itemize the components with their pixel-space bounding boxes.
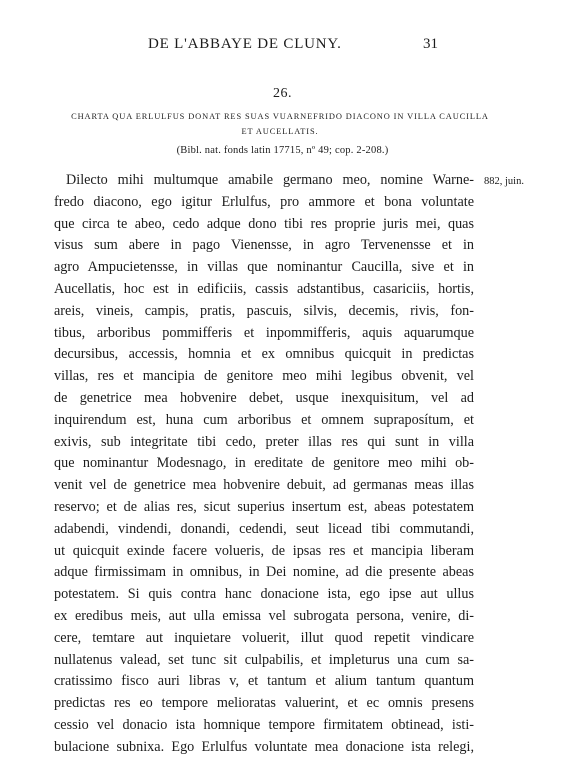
text-line: potestatem. Si quis contra hanc donacione ista, ego ipse aut ullus xyxy=(54,586,474,603)
running-title: DE L'ABBAYE DE CLUNY. xyxy=(148,36,342,52)
text-line: decursibus, accessis, homnia et ex omnibus quicquit in predictas xyxy=(54,346,474,363)
text-line: cere, temtare aut inquietare voluerit, illut quod repetit vindicare xyxy=(54,629,474,646)
page-number: 31 xyxy=(423,36,438,52)
text-line: fredo diacono, ego igitur Erlulfus, pro ammore et bona voluntate xyxy=(54,193,474,210)
text-line: agro Ampucietensse, in villas que nominantur Caucilla, sive et in xyxy=(54,259,474,276)
text-line: villas, res et mancipia de genitore meo mihi legibus obvenit, vel xyxy=(54,368,474,385)
text-line: areis, vineis, campis, pratis, pascuis, silvis, decemis, rivis, fon- xyxy=(54,302,474,319)
text-line: predictas res eo tempore melioratas valuerint, et ec omnis presens xyxy=(54,695,474,712)
source-citation: (Bibl. nat. fonds latin 17715, nº 49; cop. 2-208.) xyxy=(176,145,389,156)
text-line: Dilecto mihi multumque amabile germano meo, nomine Warne- xyxy=(66,172,474,188)
text-line: Aucellatis, hoc est in edificiis, cassis adstantibus, casariciis, hortis, xyxy=(54,280,474,297)
charter-title-line: ET AUCELLATIS. xyxy=(241,127,319,136)
text-line: bulacione subnixa. Ego Erlulfus voluntate mea donacione ista relegi, xyxy=(54,738,474,755)
text-line: exivis, sub integritate tibi cedo, preter illas res qui sunt in villa xyxy=(54,433,474,450)
running-head xyxy=(0,36,565,56)
charter-number: 26. xyxy=(273,86,292,101)
text-line: adque firmissimam in omnibus, in Dei nomine, ad die presente abeas xyxy=(54,564,474,581)
text-line: cessio vel donacio ista homnique tempore firmitatem obtinead, isti- xyxy=(54,716,474,733)
text-line: venit vel de genetrice mea hobvenire debuit, ad germanas meas illas xyxy=(54,477,474,494)
text-line: visus sum abere in pago Vienensse, in agro Tervenensse et in xyxy=(54,237,474,254)
margin-date: 882, juin. xyxy=(484,176,524,187)
text-line: ex eredibus meis, aut ulla emissa vel subrogata persona, venire, di- xyxy=(54,607,474,624)
charter-title xyxy=(60,109,500,139)
text-line: que circa te abeo, cedo adque dono tibi res proprie juris mei, quas xyxy=(54,215,474,232)
text-line: inquirendum est, huna cum arboribus et omnem supraposítum, et xyxy=(54,411,474,428)
text-line: tibus, arboribus pommifferis et inpommifferis, aquis aquarumque xyxy=(54,324,474,341)
text-line: ut quicquit exinde facere volueris, de ipsas res et mancipia liberam xyxy=(54,542,474,559)
text-line: reservo; et de alias res, sicut superius insertum est, abeas potestatem xyxy=(54,498,474,515)
charter-title-line: CHARTA QUA ERLULFUS DONAT RES SUAS VUARNEFRIDO DIACONO IN VILLA CAUCILLA xyxy=(71,112,489,121)
charter-text xyxy=(54,170,474,759)
text-line: que nominantur Modesnago, in ereditate de genitore meo mihi ob- xyxy=(54,455,474,472)
text-line: adabendi, vindendi, donandi, cedendi, seut licead tibi commutandi, xyxy=(54,520,474,537)
text-line: nullatenus valead, set tunc sit culpabilis, et impleturus una cum sa- xyxy=(54,651,474,668)
text-line: de genetrice mea hobvenire debet, usque inexquisitum, vel ad xyxy=(54,389,474,406)
text-line: cratissimo fisco auri libras v, et tantum et alium tantum quantum xyxy=(54,673,474,690)
